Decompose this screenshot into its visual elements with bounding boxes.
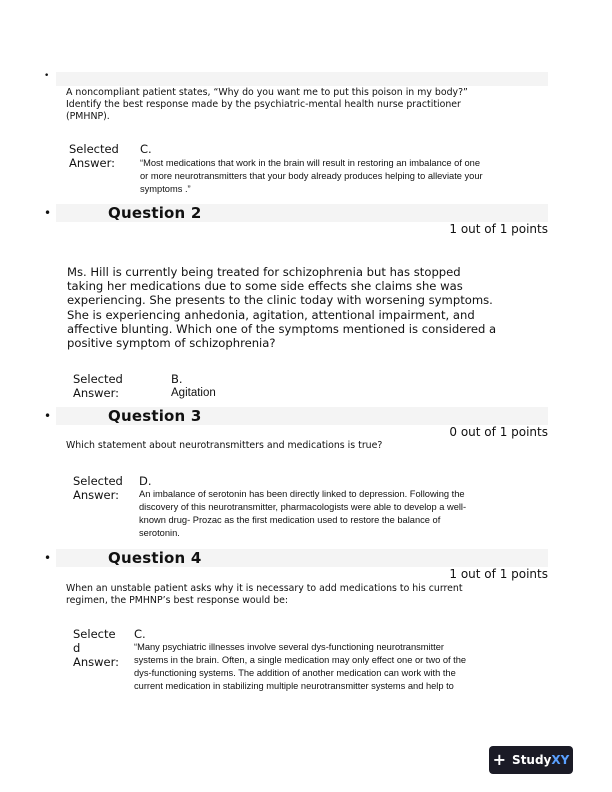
answer-line: serotonin. xyxy=(139,528,180,538)
q3-points: 0 out of 1 points xyxy=(449,425,548,439)
q1-answer-letter: C. xyxy=(140,142,152,156)
q2-question-line: positive symptom of schizophrenia? xyxy=(67,336,276,351)
q2-question-line: taking her medications due to some side effects she claims she was xyxy=(67,279,463,294)
q2-selected-label xyxy=(73,372,123,400)
q4-title: Question 4 xyxy=(108,549,202,567)
q1-question-text xyxy=(66,87,468,123)
brand-part-b: XY xyxy=(551,753,570,767)
label-line: Answer: xyxy=(73,655,120,669)
q3-answer-text xyxy=(139,488,466,540)
answer-line: symptoms .” xyxy=(140,184,191,194)
answer-line: current medication in stabilizing multiple neurotransmitter systems and help to xyxy=(134,681,454,691)
q3-bullet: • xyxy=(44,409,52,423)
label-line: d xyxy=(73,641,81,655)
q2-question-line: experiencing. She presents to the clinic today with worsening symptoms. xyxy=(67,293,493,308)
q4-question-line: When an unstable patient asks why it is necessary to add medications to his current xyxy=(66,583,463,594)
q2-answer-text: Agitation xyxy=(171,387,216,399)
q1-question-line: (PMHNP). xyxy=(66,111,110,122)
q1-bullet: • xyxy=(44,71,50,81)
plus-icon: + xyxy=(492,750,507,769)
q2-question-text xyxy=(67,265,537,350)
q3-title: Question 3 xyxy=(108,407,202,425)
q1-answer-text xyxy=(140,157,483,196)
q3-question-text: Which statement about neurotransmitters and medications is true? xyxy=(66,440,383,451)
q4-bullet: • xyxy=(44,551,52,565)
q1-question-line: Identify the best response made by the psychiatric-mental health nurse practitioner xyxy=(66,99,461,110)
q1-question-line: A noncompliant patient states, “Why do you want me to put this poison in my body?” xyxy=(66,87,468,98)
label-line: Selected xyxy=(69,142,119,156)
answer-line: dys-functioning systems. The addition of another medication can work with the xyxy=(134,668,456,678)
label-line: Selected xyxy=(73,474,123,488)
label-line: Answer: xyxy=(73,386,120,400)
q2-question-line: She is experiencing anhedonia, agitation, attentional impairment, and xyxy=(67,307,475,322)
q3-answer-letter: D. xyxy=(139,474,152,488)
q2-title: Question 2 xyxy=(108,204,202,222)
q2-bullet: • xyxy=(44,206,52,220)
answer-line: discovery of this neurotransmitter, pharmacologists were able to develop a well- xyxy=(139,502,467,512)
q2-question-line: Ms. Hill is currently being treated for schizophrenia but has stopped xyxy=(67,265,461,279)
answer-line: systems in the brain. Often, a single medication may only effect one or two of the xyxy=(134,655,467,665)
q2-question-line: affective blunting. Which one of the symptoms mentioned is considered a xyxy=(67,321,497,336)
label-line: Selected xyxy=(73,372,123,386)
q1-band xyxy=(56,72,548,86)
q4-question-text xyxy=(66,583,463,607)
q4-answer-text xyxy=(134,641,466,693)
answer-line: An imbalance of serotonin has been directly linked to depression. Following the xyxy=(139,489,465,499)
label-line: Answer: xyxy=(73,488,120,502)
brand-part-a: Study xyxy=(512,753,552,767)
q1-selected-label xyxy=(69,142,119,170)
answer-line: “Most medications that work in the brain will result in restoring an imbalance of one xyxy=(140,158,481,168)
answer-line: or more neurotransmitters that your body already produces helping to alleviate your xyxy=(140,171,483,181)
q4-selected-label xyxy=(73,627,119,669)
label-line: Selecte xyxy=(73,627,116,641)
q4-points: 1 out of 1 points xyxy=(449,567,548,581)
q2-points: 1 out of 1 points xyxy=(449,222,548,236)
label-line: Answer: xyxy=(69,156,116,170)
answer-line: “Many psychiatric illnesses involve several dys-functioning neurotransmitter xyxy=(134,642,445,652)
q4-answer-letter: C. xyxy=(134,627,146,641)
studyxy-logo xyxy=(489,746,573,774)
q4-question-line: regimen, the PMHNP’s best response would be: xyxy=(66,595,289,606)
q3-selected-label xyxy=(73,474,123,502)
studyxy-wordmark xyxy=(512,753,569,767)
answer-line: known drug- Prozac as the first medication used to restore the balance of xyxy=(139,515,441,525)
q2-answer-letter: B. xyxy=(171,372,183,386)
